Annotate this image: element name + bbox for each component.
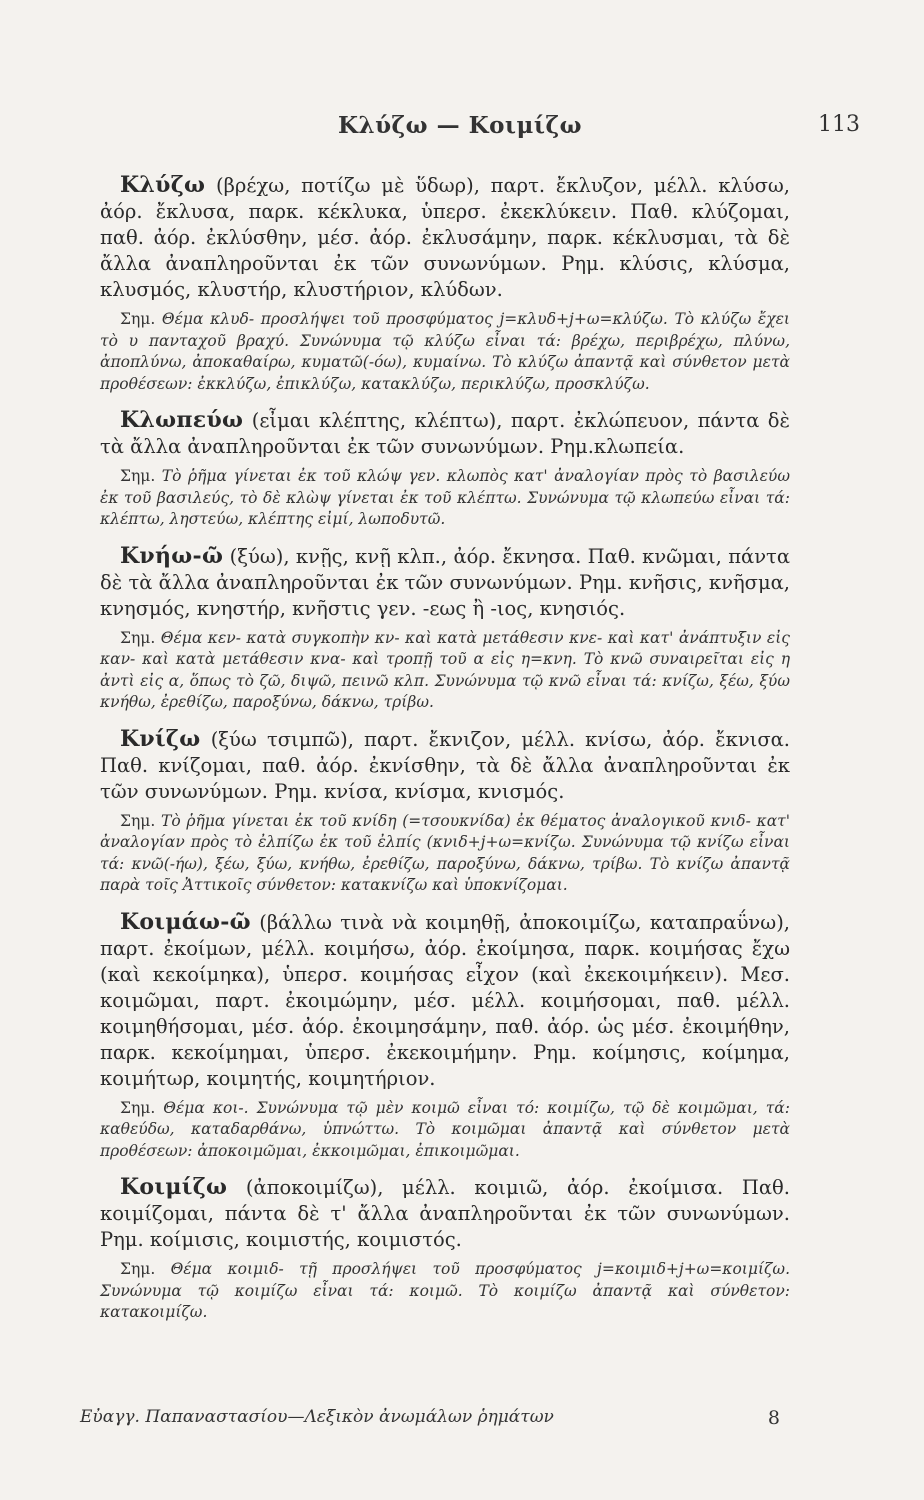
page-header <box>60 112 860 148</box>
note-text: Θέμα κοιμιδ- τῇ προσλήψει τοῦ προσφύματος j=κοιμιδ+j+ω=κοιμίζω. Συνώνυμα τῷ κοιμίζω εἶναι τά: κοιμῶ. Τὸ κοιμίζω ἀπαντᾷ καὶ σύνθετον: κατακοιμίζω. <box>100 1260 790 1321</box>
note-label: Σημ. <box>120 467 156 485</box>
note-text: Τὸ ῥῆμα γίνεται ἐκ τοῦ κλώψ γεν. κλωπὸς κατ' ἀναλογίαν πρὸς τὸ βασιλεύω ἐκ τοῦ βασιλεύς, τὸ δὲ κλὼψ γίνεται ἐκ τοῦ κλέπτω. Συνώνυμα τῷ κλωπεύω εἶναι τά: κλέπτω, ληστεύω, κλέπτης εἰμί, λωποδυτῶ. <box>100 467 790 528</box>
entry-note <box>100 1098 790 1163</box>
entry-note <box>100 309 790 395</box>
page-footer <box>80 1407 780 1437</box>
headword: Κοιμίζω <box>120 1174 228 1200</box>
note-text: Θέμα κεν- κατὰ συγκοπὴν κν- καὶ κατὰ μετάθεσιν κνε- καὶ κατ' ἀνάπτυξιν εἰς καν- καὶ κατὰ μετάθεσιν κνα- καὶ τροπῇ τοῦ α εἰς η=κνη. Τὸ κνῶ συναιρεῖται εἰς η ἀντὶ εἰς α, ὅπως τὸ ζῶ, διψῶ, πεινῶ κλπ. Συνώνυμα τῷ κνῶ εἶναι τά: κνίζω, ξέω, ξύω κνήθω, ἐρεθίζω, παροξύνω, δάκνω, τρίβω. <box>100 628 790 711</box>
note-label: Σημ. <box>120 811 156 830</box>
entry-main <box>100 407 790 460</box>
note-label: Σημ. <box>120 1098 156 1117</box>
entry-text: (ξύω), κνῇς, κνῇ κλπ., ἀόρ. ἔκνησα. Παθ. κνῶμαι, πάντα δὲ τὰ ἄλλα ἀναπληροῦνται ἐκ τῶν συνωνύμων. Ρημ. κνῆσις, κνῆσμα, κνησμός, κνηστήρ, κνῆστις γεν. -εως ἢ -ιος, κνησιός. <box>100 544 791 620</box>
dictionary-entry <box>100 726 790 897</box>
dictionary-entry <box>100 172 790 395</box>
dictionary-entry <box>100 407 790 531</box>
headword: Κνήω-ῶ <box>120 542 224 569</box>
headword: Κλωπεύω <box>120 407 244 433</box>
entry-main <box>100 543 790 622</box>
entry-note <box>100 466 790 531</box>
entry-main <box>100 172 790 303</box>
note-label: Σημ. <box>120 310 156 328</box>
dictionary-entry <box>100 909 790 1163</box>
footer-citation: Εὐαγγ. Παπαναστασίου—Λεξικὸν ἀνωμάλων ῥημάτων <box>80 1407 554 1427</box>
note-label: Σημ. <box>120 628 156 647</box>
entry-main <box>100 726 790 805</box>
running-head: Κλύζω — Κοιμίζω <box>337 112 583 139</box>
entry-note <box>100 628 790 714</box>
entry-text: (βάλλω τινὰ νὰ κοιμηθῇ, ἀποκοιμίζω, καταπραΰνω), παρτ. ἐκοίμων, μέλλ. κοιμήσω, ἀόρ. ἐκοίμησα, παρκ. κοιμήσας ἔχω (καὶ κεκοίμηκα), ὑπερσ. κοιμήσας εἶχον (καὶ ἐκεκοιμήκειν). Μεσ. κοιμῶμαι, παρτ. ἐκοιμώμην, μέσ. μέλλ. κοιμήσομαι, παθ. μέλλ. κοιμηθήσομαι, μέσ. ἀόρ. ἐκοιμησάμην, παθ. ἀόρ. ὡς μέσ. ἐκοιμήθην, παρκ. κεκοίμημαι, ὑπερσ. ἐκεκοιμήμην. Ρημ. κοίμησις, κοίμημα, κοιμήτωρ, κοιμητής, κοιμητήριον. <box>100 910 790 1090</box>
note-text: Τὸ ῥῆμα γίνεται ἐκ τοῦ κνίδη (=τσουκνίδα) ἐκ θέματος ἀναλογικοῦ κνιδ- κατ' ἀναλογίαν πρὸς τὸ ἐλπίζω ἐκ τοῦ ἐλπίς (κνιδ+j+ω=κνίζω. Συνώνυμα τῷ κνίζω εἶναι τά: κνῶ(-ήω), ξέω, ξύω, κνήθω, ἐρεθίζω, παροξύνω, δάκνω, τρίβω. Τὸ κνίζω ἀπαντᾷ παρὰ τοῖς Ἀττικοῖς σύνθετον: κατακνίζω καὶ ὑποκνίζομαι. <box>100 811 790 894</box>
entry-text: (ἀποκοιμίζω), μέλλ. κοιμιῶ, ἀόρ. ἐκοίμισα. Παθ. κοιμίζομαι, πάντα δὲ τ' ἄλλα ἀναπληροῦνται ἐκ τῶν συνωνύμων. Ρημ. κοίμισις, κοιμιστής, κοιμιστός. <box>100 1176 790 1251</box>
entry-main <box>100 1174 790 1253</box>
note-label: Σημ. <box>120 1260 156 1278</box>
note-text: Θέμα κοι-. Συνώνυμα τῷ μὲν κοιμῶ εἶναι τό: κοιμίζω, τῷ δὲ κοιμῶμαι, τά: καθεύδω, καταδαρθάνω, ὑπνώττω. Τὸ κοιμῶμαι ἀπαντᾷ καὶ σύνθετον μετὰ προθέσεων: ἀποκοιμῶμαι, ἐκκοιμῶμαι, ἐπικοιμῶμαι. <box>100 1098 790 1160</box>
entry-text: (εἶμαι κλέπτης, κλέπτω), παρτ. ἐκλώπευον, πάντα δὲ τὰ ἄλλα ἀναπληροῦνται ἐκ τῶν συνωνύμων. Ρημ.κλωπεία. <box>100 409 790 458</box>
dictionary-entry <box>100 543 790 714</box>
entry-text: (ξύω τσιμπῶ), παρτ. ἔκνιζον, μέλλ. κνίσω, ἀόρ. ἔκνισα. Παθ. κνίζομαι, παθ. ἀόρ. ἐκνίσθην, τὰ δὲ ἄλλα ἀναπληροῦνται ἐκ τῶν συνωνύμων. Ρημ. κνίσα, κνίσμα, κνισμός. <box>100 727 790 803</box>
entry-note <box>100 811 790 897</box>
page-number: 113 <box>818 112 860 137</box>
entry-text: (βρέχω, ποτίζω μὲ ὕδωρ), παρτ. ἔκλυζον, μέλλ. κλύσω, ἀόρ. ἔκλυσα, παρκ. κέκλυκα, ὑπερσ. ἐκεκλύκειν. Παθ. κλύζομαι, παθ. ἀόρ. ἐκλύσθην, μέσ. ἀόρ. ἐκλυσάμην, παρκ. κέκλυσμαι, τὰ δὲ ἄλλα ἀναπληροῦνται ἐκ τῶν συνωνύμων. Ρημ. κλύσις, κλύσμα, κλυσμός, κλυστήρ, κλυστήριον, κλύδων. <box>100 174 790 301</box>
headword: Κνίζω <box>120 725 201 752</box>
dictionary-entry <box>100 1174 790 1324</box>
note-text: Θέμα κλυδ- προσλήψει τοῦ προσφύματος j=κλυδ+j+ω=κλύζω. Τὸ κλύζω ἔχει τὸ υ πανταχοῦ βραχύ. Συνώνυμα τῷ κλύζω εἶναι τά: βρέχω, περιβρέχω, πλύνω, ἀποπλύνω, ἀποκαθαίρω, κυματῶ(-όω), κυμαίνω. Τὸ κλύζω ἀπαντᾷ καὶ σύνθετον μετὰ προθέσεων: ἐκκλύζω, ἐπικλύζω, κατακλύζω, περικλύζω, προσκλύζω. <box>100 310 790 393</box>
signature-mark: 8 <box>767 1407 780 1429</box>
entry-main <box>100 909 790 1092</box>
entry-note <box>100 1259 790 1324</box>
headword: Κοιμάω-ῶ <box>120 908 251 935</box>
entries-body <box>100 172 790 1336</box>
headword: Κλύζω <box>120 172 206 198</box>
